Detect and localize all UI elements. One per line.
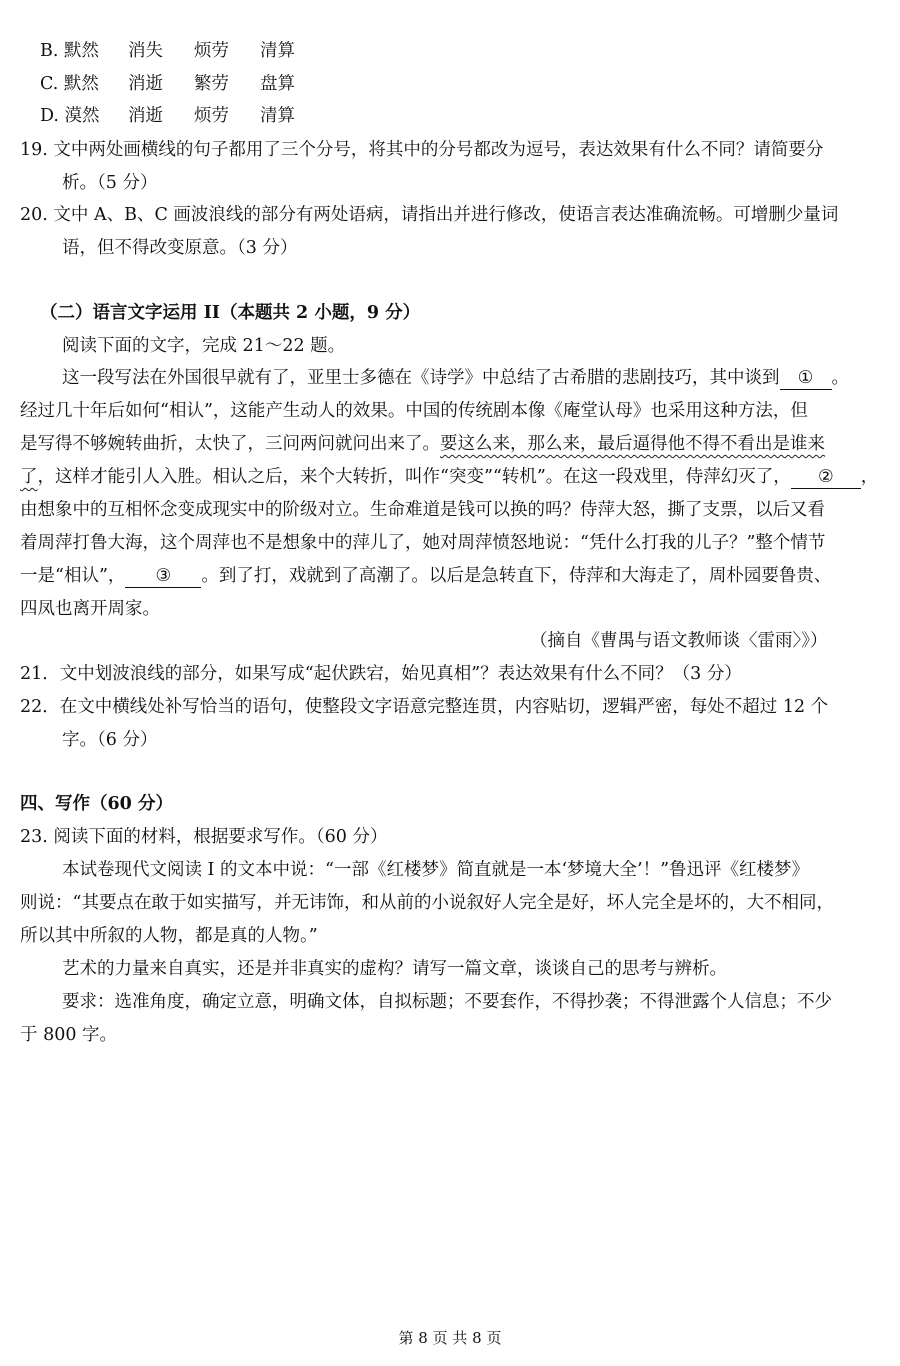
q20-line2: 语，但不得改变原意。（3 分） (62, 238, 298, 258)
passage-line3 (20, 429, 825, 459)
option-b (40, 36, 326, 66)
option-word: 繁劳 (194, 74, 229, 94)
section-4-heading: 四、写作（60 分） (20, 794, 173, 814)
option-word: 消失 (128, 41, 163, 61)
q19-line2: 析。（5 分） (62, 173, 158, 193)
q23-para1: 本试卷现代文阅读 I 的文本中说：“一部《红楼梦》简直就是一本‘梦境大全’！”鲁迅评《红楼梦》 (62, 860, 810, 880)
passage-line4 (20, 462, 878, 492)
q22-line1: 22．在文中横线处补写恰当的语句，使整段文字语意完整连贯，内容贴切，逻辑严密，每处不超过 12 个 (20, 697, 829, 717)
passage-line7 (20, 561, 831, 591)
q23-para3: 所以其中所叙的人物，都是真的人物。” (20, 926, 318, 946)
q21-line1: 21．文中划波浪线的部分，如果写成“起伏跌宕，始见真相”？表达效果有什么不同？（3 分） (20, 664, 742, 684)
passage-line6: 着周萍打鲁大海，这个周萍也不是想象中的萍儿了，她对周萍愤怒地说：“凭什么打我的儿子？”整个情节 (20, 533, 826, 553)
option-word: 盘算 (260, 74, 295, 94)
passage-text: ， (860, 467, 879, 487)
q23-para6: 于 800 字。 (20, 1025, 118, 1045)
q19-line1: 19. 文中两处画横线的句子都用了三个分号，将其中的分号都改为逗号，表达效果有什么不同？请简要分 (20, 140, 824, 160)
option-word: 烦劳 (194, 41, 229, 61)
passage-line5: 由想象中的互相怀念变成现实中的阶级对立。生命难道是钱可以换的吗？侍萍大怒，撕了支票，以后又看 (20, 500, 825, 520)
passage-text: 。到了打，戏就到了高潮了。以后是急转直下，侍萍和大海走了，周朴园要鲁贵、 (201, 566, 832, 586)
passage-line1 (62, 363, 849, 393)
option-word: 烦劳 (194, 106, 229, 126)
q20-line1: 20. 文中 A、B、C 画波浪线的部分有两处语病，请指出并进行修改，使语言表达准确流畅。可增删少量词 (20, 205, 839, 225)
blank-2: ② (791, 466, 861, 489)
option-c (40, 69, 326, 99)
option-label: C. 默然 (40, 74, 99, 94)
option-d (40, 101, 326, 131)
option-word: 消逝 (128, 106, 163, 126)
passage-text: 一是“相认”， (20, 566, 126, 586)
option-label: D. 漠然 (40, 106, 100, 126)
blank-3: ③ (125, 565, 201, 588)
q22-line2: 字。（6 分） (62, 730, 158, 750)
section-2-intro: 阅读下面的文字，完成 21～22 题。 (62, 336, 346, 356)
passage-text: 。 (831, 368, 849, 388)
wavy-underlined-text: 了 (20, 467, 38, 487)
q23-para5: 要求：选准角度，确定立意，明确文体，自拟标题；不要套作，不得抄袭；不得泄露个人信息；不少 (62, 992, 832, 1012)
option-word: 清算 (260, 41, 295, 61)
q23-line1: 23. 阅读下面的材料，根据要求写作。（60 分） (20, 827, 388, 847)
passage-text: 是写得不够婉转曲折，太快了，三问两问就问出来了。 (20, 434, 440, 454)
option-word: 消逝 (128, 74, 163, 94)
blank-1: ① (780, 367, 832, 390)
passage-line2: 经过几十年后如何“相认”，这能产生动人的效果。中国的传统剧本像《庵堂认母》也采用这种方法，但 (20, 401, 808, 421)
page-number: 第 8 页 共 8 页 (398, 1329, 502, 1347)
passage-text: ，这样才能引人入胜。相认之后，来个大转折，叫作“突变”“转机”。在这一段戏里，侍萍幻灭了， (37, 467, 791, 487)
passage-line8: 四凤也离开周家。 (20, 599, 160, 619)
q23-para4: 艺术的力量来自真实，还是并非真实的虚构？请写一篇文章，谈谈自己的思考与辨析。 (62, 959, 727, 979)
passage-text: 这一段写法在外国很早就有了，亚里士多德在《诗学》中总结了古希腊的悲剧技巧，其中谈到 (62, 368, 780, 388)
section-2-heading: （二）语言文字运用 II（本题共 2 小题，9 分） (40, 303, 421, 323)
option-label: B. 默然 (40, 41, 99, 61)
wavy-underlined-text: 要这么来，那么来，最后逼得他不得不看出是谁来 (440, 434, 825, 454)
option-word: 清算 (260, 106, 295, 126)
q23-para2: 则说：“其要点在敢于如实描写，并无讳饰，和从前的小说叙好人完全是好，坏人完全是坏的，大不相同， (20, 893, 834, 913)
passage-source: （摘自《曹禺与语文教师谈〈雷雨〉》） (530, 631, 828, 651)
